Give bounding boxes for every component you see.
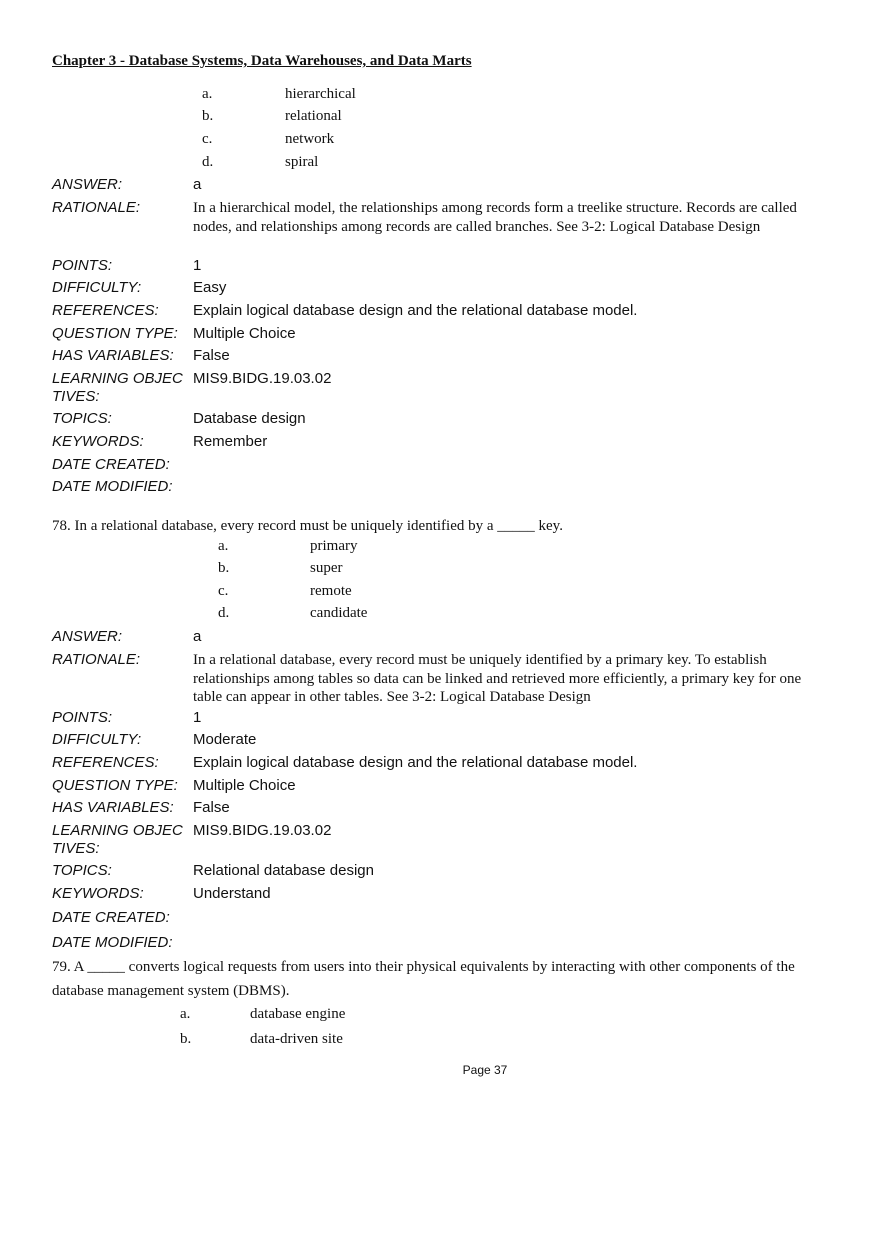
q77-option-b-letter: b.: [202, 108, 214, 124]
q79-option-b-text: data-driven site: [250, 1031, 343, 1047]
has-variables-value: False: [193, 799, 230, 816]
answer-label: ANSWER:: [52, 176, 123, 193]
q79-option-a-text: database engine: [250, 1006, 346, 1022]
q77-option-a-letter: a.: [202, 86, 213, 102]
points-value: 1: [193, 709, 202, 726]
has-variables-label: HAS VARIABLES:: [52, 799, 174, 816]
q77-option-b-text: relational: [285, 108, 342, 124]
references-label: REFERENCES:: [52, 302, 159, 319]
q78-question: 78. In a relational database, every record must be uniquely identified by a _____ key.: [52, 518, 563, 534]
q79-option-b-letter: b.: [180, 1031, 192, 1047]
keywords-value: Remember: [193, 433, 268, 450]
references-value: Explain logical database design and the relational database model.: [193, 754, 638, 771]
answer-value: a: [193, 628, 202, 645]
keywords-label: KEYWORDS:: [52, 433, 144, 450]
topics-label: TOPICS:: [52, 862, 112, 879]
q78-option-d-text: candidate: [310, 605, 368, 621]
points-value: 1: [193, 257, 202, 274]
difficulty-value: Moderate: [193, 731, 257, 748]
q78-option-b-letter: b.: [218, 560, 230, 576]
q78-option-b-text: super: [310, 560, 343, 576]
learning-objectives-label-line2: TIVES:: [52, 840, 100, 857]
has-variables-value: False: [193, 347, 230, 364]
topics-value: Database design: [193, 410, 306, 427]
learning-objectives-label-line1: LEARNING OBJEC: [52, 370, 183, 387]
date-modified-label: DATE MODIFIED:: [52, 934, 173, 951]
q77-option-c-letter: c.: [202, 131, 213, 147]
topics-label: TOPICS:: [52, 410, 112, 427]
date-created-label: DATE CREATED:: [52, 909, 170, 926]
rationale-text: In a hierarchical model, the relationships among records form a treelike structure. Records are called nodes, and relationships among records are called branches. See 3-2: Logical Database Design: [193, 200, 797, 235]
q78-option-d-letter: d.: [218, 605, 230, 621]
q77-option-a-text: hierarchical: [285, 86, 356, 102]
chapter-title: Chapter 3 - Database Systems, Data Warehouses, and Data Marts: [52, 53, 472, 69]
learning-objectives-label-line1: LEARNING OBJEC: [52, 822, 183, 839]
date-modified-label: DATE MODIFIED:: [52, 478, 173, 495]
question-type-value: Multiple Choice: [193, 325, 296, 342]
references-value: Explain logical database design and the relational database model.: [193, 302, 638, 319]
q79-question: 79. A _____ converts logical requests from users into their physical equivalents by interacting with other components of the database management system (DBMS).: [52, 959, 795, 999]
keywords-value: Understand: [193, 885, 271, 902]
q78-option-c-text: remote: [310, 583, 352, 599]
answer-label: ANSWER:: [52, 628, 123, 645]
date-created-label: DATE CREATED:: [52, 456, 170, 473]
answer-value: a: [193, 176, 202, 193]
q77-option-d-text: spiral: [285, 154, 319, 170]
references-label: REFERENCES:: [52, 754, 159, 771]
q78-option-c-letter: c.: [218, 583, 229, 599]
difficulty-label: DIFFICULTY:: [52, 279, 142, 296]
difficulty-value: Easy: [193, 279, 227, 296]
learning-objectives-label-line2: TIVES:: [52, 388, 100, 405]
points-label: POINTS:: [52, 257, 113, 274]
q78-option-a-text: primary: [310, 538, 358, 554]
q77-option-d-letter: d.: [202, 154, 214, 170]
page-number: Page 37: [462, 1063, 508, 1077]
question-type-label: QUESTION TYPE:: [52, 325, 178, 342]
rationale-label: RATIONALE:: [52, 651, 141, 668]
rationale-label: RATIONALE:: [52, 199, 141, 216]
keywords-label: KEYWORDS:: [52, 885, 144, 902]
q77-option-c-text: network: [285, 131, 335, 147]
learning-objectives-value: MIS9.BIDG.19.03.02: [193, 370, 332, 387]
q79-option-a-letter: a.: [180, 1006, 191, 1022]
has-variables-label: HAS VARIABLES:: [52, 347, 174, 364]
rationale-text: In a relational database, every record must be uniquely identified by a primary key. To establish relationships among tables so data can be linked and retrieved more efficiently, a primary key for one table can appear in other tables. See 3-2: Logical Database Design: [193, 652, 802, 705]
topics-value: Relational database design: [193, 862, 374, 879]
learning-objectives-value: MIS9.BIDG.19.03.02: [193, 822, 332, 839]
points-label: POINTS:: [52, 709, 113, 726]
difficulty-label: DIFFICULTY:: [52, 731, 142, 748]
question-type-label: QUESTION TYPE:: [52, 777, 178, 794]
q78-option-a-letter: a.: [218, 538, 229, 554]
question-type-value: Multiple Choice: [193, 777, 296, 794]
